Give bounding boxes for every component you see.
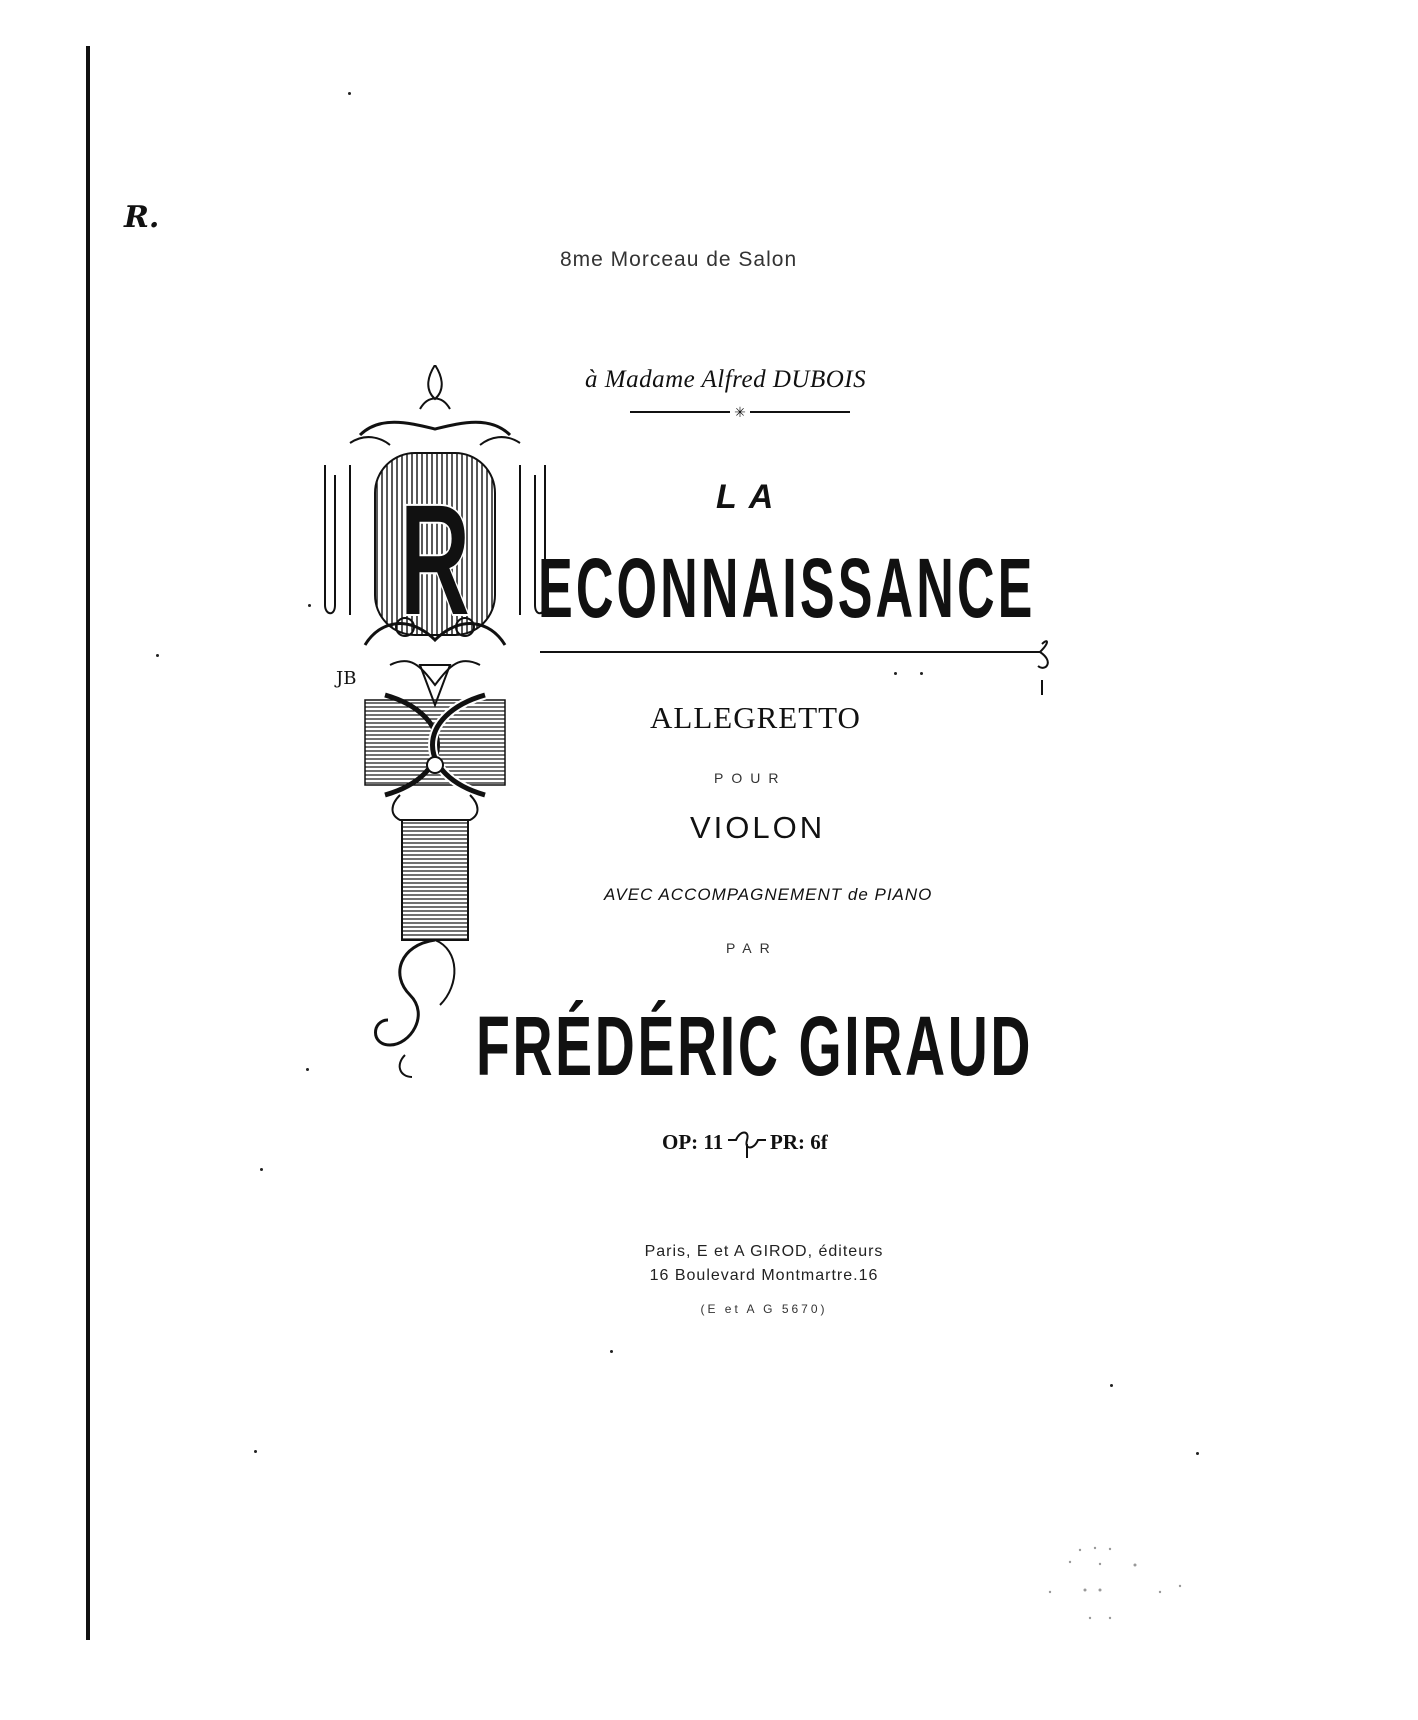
price: PR: 6f [770,1130,828,1154]
composer-name: FRÉDÉRIC GIRAUD [476,999,1034,1093]
dedication-flourish [630,402,850,422]
publisher-address: 16 Boulevard Montmartre.16 [649,1267,879,1284]
speck [1110,1384,1113,1387]
par-label: PAR [726,940,778,956]
opus-number: OP: 11 [662,1130,724,1154]
pour-label: POUR [714,770,787,786]
shelf-mark: R. [124,200,160,235]
speck [308,604,311,607]
accompaniment: AVEC ACCOMPAGNEMENT de PIANO [604,885,933,904]
title-article: LA [716,478,786,516]
speck [306,1068,309,1071]
speck [894,672,897,675]
title-underline [540,640,1050,700]
speck [156,654,159,657]
svg-text:✳: ✳ [734,405,746,421]
speck [1196,1452,1199,1455]
instrument: VIOLON [690,810,826,845]
speck [254,1450,257,1453]
tempo-marking: ALLEGRETTO [650,700,861,735]
speck [920,672,923,675]
speck [610,1350,613,1353]
engraver-monogram: JB [336,668,357,689]
opus-flourish [726,1126,768,1160]
binding-edge-rule [86,46,90,1640]
series-label: 8me Morceau de Salon [560,248,798,271]
speck [348,92,351,95]
speck [260,1168,263,1171]
dedication: à Madame Alfred DUBOIS [585,366,867,393]
title-main: ECONNAISSANCE [538,541,1036,635]
plate-number: (E et A G 5670) [700,1302,828,1316]
svg-text:R: R [399,470,471,650]
faint-stamp [1040,1540,1220,1630]
publisher-name: Paris, E et A GIROD, éditeurs [644,1243,884,1260]
publisher-imprint [0,1240,1418,1288]
